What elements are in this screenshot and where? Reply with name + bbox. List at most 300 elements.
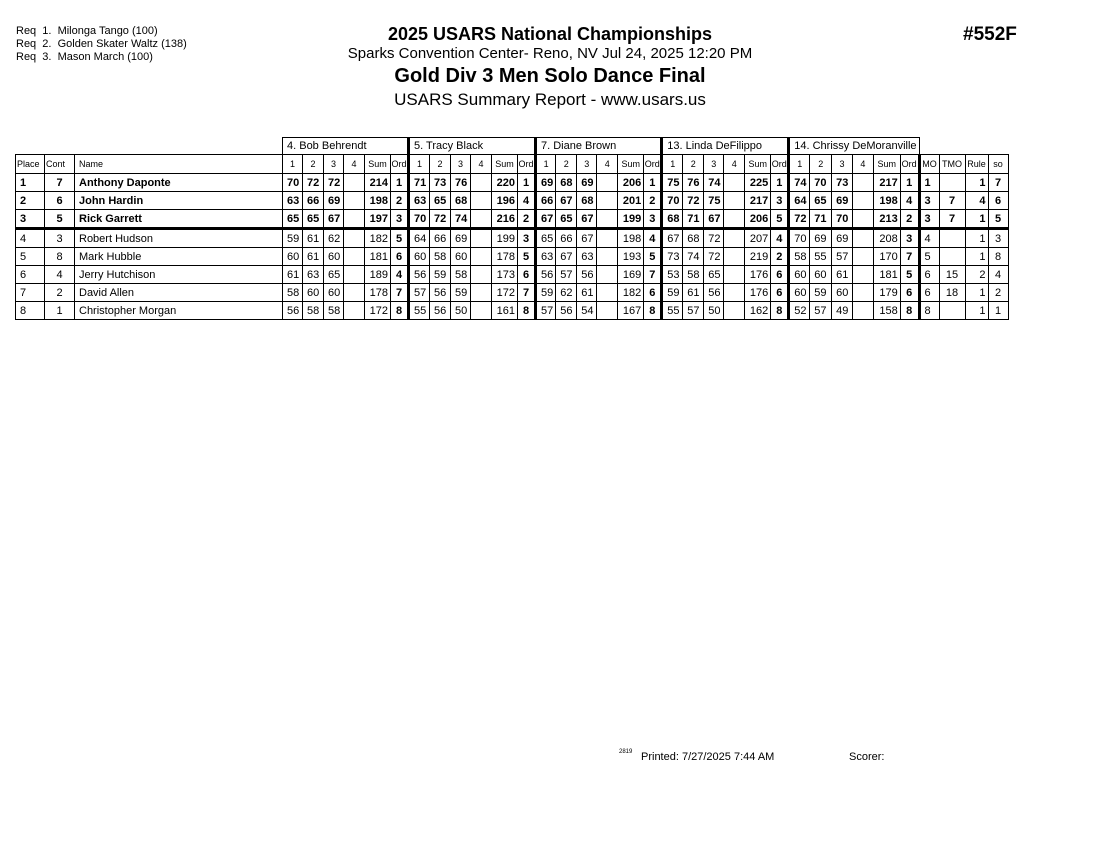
so-cell: 6 bbox=[988, 192, 1008, 210]
sum-cell: 197 bbox=[365, 210, 391, 229]
score-cell: 60 bbox=[789, 266, 810, 284]
score-cell: 65 bbox=[704, 266, 724, 284]
score-cell bbox=[471, 266, 492, 284]
score-cell: 71 bbox=[683, 210, 704, 229]
ordinal-cell: 2 bbox=[644, 192, 662, 210]
score-cell: 76 bbox=[683, 174, 704, 192]
sum-cell: 207 bbox=[745, 229, 771, 248]
sum-cell: 162 bbox=[745, 302, 771, 320]
so-cell: 2 bbox=[988, 284, 1008, 302]
ordinal-cell: 8 bbox=[391, 302, 409, 320]
score-cell: 62 bbox=[324, 229, 344, 248]
score-cell: 58 bbox=[451, 266, 471, 284]
sum-cell: 178 bbox=[365, 284, 391, 302]
col-judge-1: 1 bbox=[789, 155, 810, 174]
score-cell: 68 bbox=[577, 192, 597, 210]
score-cell: 75 bbox=[662, 174, 683, 192]
score-cell bbox=[597, 174, 618, 192]
score-cell: 57 bbox=[683, 302, 704, 320]
ordinal-cell: 6 bbox=[644, 284, 662, 302]
printed-timestamp: Printed: 7/27/2025 7:44 AM bbox=[641, 751, 775, 763]
score-cell: 61 bbox=[577, 284, 597, 302]
ordinal-cell: 2 bbox=[518, 210, 536, 229]
event-number: #552F bbox=[963, 24, 1017, 45]
score-cell: 64 bbox=[409, 229, 430, 248]
ordinal-cell: 1 bbox=[518, 174, 536, 192]
score-cell: 56 bbox=[536, 266, 556, 284]
score-cell: 58 bbox=[430, 248, 451, 266]
score-cell: 61 bbox=[283, 266, 303, 284]
score-cell bbox=[852, 210, 873, 229]
tmo-cell bbox=[939, 248, 965, 266]
score-cell: 70 bbox=[810, 174, 832, 192]
judge-name: 7. Diane Brown bbox=[536, 138, 662, 155]
score-cell bbox=[471, 248, 492, 266]
score-cell: 52 bbox=[789, 302, 810, 320]
requirement-2: Req 2. Golden Skater Waltz (138) bbox=[16, 38, 187, 50]
score-cell: 67 bbox=[536, 210, 556, 229]
score-cell: 67 bbox=[324, 210, 344, 229]
score-cell: 74 bbox=[704, 174, 724, 192]
summary-table bbox=[15, 137, 1009, 320]
score-cell bbox=[597, 192, 618, 210]
report-title: USARS Summary Report - www.usars.us bbox=[394, 90, 706, 109]
score-cell: 74 bbox=[683, 248, 704, 266]
score-cell bbox=[471, 210, 492, 229]
tmo-cell bbox=[939, 302, 965, 320]
score-cell: 59 bbox=[662, 284, 683, 302]
score-cell bbox=[344, 210, 365, 229]
ordinal-cell: 1 bbox=[771, 174, 789, 192]
sum-cell: 193 bbox=[618, 248, 644, 266]
score-cell: 66 bbox=[556, 229, 577, 248]
sum-cell: 199 bbox=[618, 210, 644, 229]
score-cell bbox=[471, 302, 492, 320]
col-rule: Rule bbox=[965, 155, 988, 174]
rule-cell: 1 bbox=[965, 229, 988, 248]
score-cell: 56 bbox=[409, 266, 430, 284]
ordinal-cell: 3 bbox=[518, 229, 536, 248]
score-cell: 60 bbox=[324, 284, 344, 302]
ordinal-cell: 6 bbox=[391, 248, 409, 266]
place-cell: 6 bbox=[16, 266, 45, 284]
score-cell: 58 bbox=[303, 302, 324, 320]
sum-cell: 173 bbox=[492, 266, 518, 284]
cont-cell: 6 bbox=[45, 192, 75, 210]
mo-cell: 3 bbox=[919, 210, 939, 229]
score-cell: 58 bbox=[324, 302, 344, 320]
sum-cell: 172 bbox=[365, 302, 391, 320]
score-cell: 69 bbox=[324, 192, 344, 210]
ordinal-cell: 6 bbox=[771, 266, 789, 284]
sum-cell: 201 bbox=[618, 192, 644, 210]
cont-cell: 7 bbox=[45, 174, 75, 192]
score-cell: 67 bbox=[662, 229, 683, 248]
so-cell: 7 bbox=[988, 174, 1008, 192]
ordinal-cell: 5 bbox=[391, 229, 409, 248]
ordinal-cell: 4 bbox=[518, 192, 536, 210]
so-cell: 1 bbox=[988, 302, 1008, 320]
score-cell: 72 bbox=[789, 210, 810, 229]
score-cell bbox=[597, 248, 618, 266]
score-cell: 59 bbox=[451, 284, 471, 302]
ordinal-cell: 8 bbox=[518, 302, 536, 320]
score-cell: 61 bbox=[683, 284, 704, 302]
score-cell bbox=[344, 284, 365, 302]
skater-name: Jerry Hutchison bbox=[75, 266, 283, 284]
judge-header-row bbox=[16, 138, 1009, 155]
score-cell: 72 bbox=[704, 229, 724, 248]
tmo-cell: 15 bbox=[939, 266, 965, 284]
score-cell bbox=[597, 229, 618, 248]
score-cell: 50 bbox=[451, 302, 471, 320]
sum-cell: 206 bbox=[745, 210, 771, 229]
score-cell bbox=[724, 210, 745, 229]
score-cell: 72 bbox=[704, 248, 724, 266]
blank-cell bbox=[16, 138, 283, 155]
so-cell: 3 bbox=[988, 229, 1008, 248]
score-cell: 73 bbox=[662, 248, 683, 266]
score-cell: 74 bbox=[789, 174, 810, 192]
score-cell: 68 bbox=[451, 192, 471, 210]
score-cell bbox=[724, 266, 745, 284]
score-cell: 69 bbox=[832, 229, 853, 248]
col-judge-4: 4 bbox=[597, 155, 618, 174]
score-cell: 58 bbox=[283, 284, 303, 302]
sum-cell: 176 bbox=[745, 284, 771, 302]
score-cell: 63 bbox=[577, 248, 597, 266]
score-cell: 56 bbox=[283, 302, 303, 320]
score-cell: 74 bbox=[451, 210, 471, 229]
score-cell: 56 bbox=[430, 302, 451, 320]
venue-date: Sparks Convention Center- Reno, NV Jul 24, 2025 12:20 PM bbox=[347, 45, 753, 62]
tmo-cell bbox=[939, 174, 965, 192]
rule-cell: 1 bbox=[965, 302, 988, 320]
sum-cell: 172 bbox=[492, 284, 518, 302]
sum-cell: 181 bbox=[873, 266, 900, 284]
place-cell: 5 bbox=[16, 248, 45, 266]
score-cell: 65 bbox=[303, 210, 324, 229]
score-cell bbox=[852, 248, 873, 266]
so-cell: 8 bbox=[988, 248, 1008, 266]
score-cell: 72 bbox=[430, 210, 451, 229]
ordinal-cell: 7 bbox=[900, 248, 919, 266]
ordinal-cell: 4 bbox=[771, 229, 789, 248]
score-cell: 72 bbox=[303, 174, 324, 192]
requirements-list bbox=[16, 25, 187, 64]
sum-cell: 199 bbox=[492, 229, 518, 248]
place-cell: 4 bbox=[16, 229, 45, 248]
place-cell: 3 bbox=[16, 210, 45, 229]
table-row bbox=[16, 266, 1009, 284]
ordinal-cell: 8 bbox=[644, 302, 662, 320]
ordinal-cell: 5 bbox=[900, 266, 919, 284]
skater-name: Anthony Daponte bbox=[75, 174, 283, 192]
ordinal-cell: 3 bbox=[900, 229, 919, 248]
score-cell: 59 bbox=[536, 284, 556, 302]
col-judge-1: 1 bbox=[536, 155, 556, 174]
sum-cell: 198 bbox=[618, 229, 644, 248]
col-judge-1: 1 bbox=[409, 155, 430, 174]
score-cell: 61 bbox=[303, 248, 324, 266]
sum-cell: 206 bbox=[618, 174, 644, 192]
score-cell: 60 bbox=[451, 248, 471, 266]
rule-cell: 1 bbox=[965, 248, 988, 266]
sum-cell: 167 bbox=[618, 302, 644, 320]
score-cell bbox=[724, 248, 745, 266]
col-judge-ord: Ord bbox=[644, 155, 662, 174]
ordinal-cell: 4 bbox=[391, 266, 409, 284]
ordinal-cell: 7 bbox=[644, 266, 662, 284]
sum-cell: 214 bbox=[365, 174, 391, 192]
judge-name: 13. Linda DeFilippo bbox=[662, 138, 789, 155]
skater-name: John Hardin bbox=[75, 192, 283, 210]
rule-cell: 4 bbox=[965, 192, 988, 210]
score-cell: 60 bbox=[832, 284, 853, 302]
judge-name: 4. Bob Behrendt bbox=[283, 138, 409, 155]
col-judge-sum: Sum bbox=[365, 155, 391, 174]
score-cell: 70 bbox=[662, 192, 683, 210]
ordinal-cell: 1 bbox=[900, 174, 919, 192]
score-cell: 53 bbox=[662, 266, 683, 284]
col-place: Place bbox=[16, 155, 45, 174]
score-cell: 60 bbox=[409, 248, 430, 266]
score-cell bbox=[597, 302, 618, 320]
tmo-cell: 18 bbox=[939, 284, 965, 302]
score-cell: 56 bbox=[430, 284, 451, 302]
score-cell: 60 bbox=[810, 266, 832, 284]
ordinal-cell: 4 bbox=[900, 192, 919, 210]
col-judge-4: 4 bbox=[852, 155, 873, 174]
ordinal-cell: 4 bbox=[644, 229, 662, 248]
rule-cell: 1 bbox=[965, 210, 988, 229]
mo-cell: 6 bbox=[919, 266, 939, 284]
score-cell bbox=[724, 284, 745, 302]
score-cell: 65 bbox=[810, 192, 832, 210]
col-judge-2: 2 bbox=[683, 155, 704, 174]
sum-cell: 189 bbox=[365, 266, 391, 284]
score-cell: 68 bbox=[683, 229, 704, 248]
col-judge-sum: Sum bbox=[492, 155, 518, 174]
skater-name: Robert Hudson bbox=[75, 229, 283, 248]
score-cell: 67 bbox=[577, 229, 597, 248]
table-row bbox=[16, 248, 1009, 266]
sum-cell: 220 bbox=[492, 174, 518, 192]
sum-cell: 178 bbox=[492, 248, 518, 266]
col-tmo: TMO bbox=[939, 155, 965, 174]
score-cell: 61 bbox=[303, 229, 324, 248]
score-cell bbox=[852, 284, 873, 302]
score-cell: 60 bbox=[789, 284, 810, 302]
place-cell: 1 bbox=[16, 174, 45, 192]
rule-cell: 1 bbox=[965, 174, 988, 192]
ordinal-cell: 7 bbox=[391, 284, 409, 302]
score-cell bbox=[852, 302, 873, 320]
score-cell: 65 bbox=[324, 266, 344, 284]
competition-title: 2025 USARS National Championships bbox=[387, 24, 713, 44]
mo-cell: 8 bbox=[919, 302, 939, 320]
score-cell: 57 bbox=[556, 266, 577, 284]
ordinal-cell: 5 bbox=[518, 248, 536, 266]
score-cell bbox=[344, 248, 365, 266]
ordinal-cell: 2 bbox=[771, 248, 789, 266]
sum-cell: 176 bbox=[745, 266, 771, 284]
col-judge-2: 2 bbox=[556, 155, 577, 174]
score-cell: 49 bbox=[832, 302, 853, 320]
score-cell: 63 bbox=[303, 266, 324, 284]
sum-cell: 217 bbox=[873, 174, 900, 192]
score-cell: 69 bbox=[577, 174, 597, 192]
sum-cell: 217 bbox=[745, 192, 771, 210]
score-cell: 72 bbox=[683, 192, 704, 210]
ordinal-cell: 6 bbox=[900, 284, 919, 302]
ordinal-cell: 1 bbox=[644, 174, 662, 192]
score-cell: 50 bbox=[704, 302, 724, 320]
place-cell: 7 bbox=[16, 284, 45, 302]
ordinal-cell: 3 bbox=[771, 192, 789, 210]
score-cell: 69 bbox=[451, 229, 471, 248]
col-judge-ord: Ord bbox=[518, 155, 536, 174]
cont-cell: 2 bbox=[45, 284, 75, 302]
ordinal-cell: 8 bbox=[771, 302, 789, 320]
score-cell: 72 bbox=[324, 174, 344, 192]
cont-cell: 3 bbox=[45, 229, 75, 248]
judge-name: 14. Chrissy DeMoranville bbox=[789, 138, 919, 155]
table-row bbox=[16, 192, 1009, 210]
score-cell: 70 bbox=[832, 210, 853, 229]
sum-cell: 182 bbox=[365, 229, 391, 248]
col-judge-ord: Ord bbox=[900, 155, 919, 174]
sum-cell: 158 bbox=[873, 302, 900, 320]
score-cell bbox=[344, 174, 365, 192]
requirement-1: Req 1. Milonga Tango (100) bbox=[16, 25, 158, 37]
col-judge-2: 2 bbox=[430, 155, 451, 174]
score-cell: 56 bbox=[704, 284, 724, 302]
score-cell: 67 bbox=[556, 248, 577, 266]
skater-name: Mark Hubble bbox=[75, 248, 283, 266]
skater-name: Christopher Morgan bbox=[75, 302, 283, 320]
score-cell bbox=[724, 174, 745, 192]
tmo-cell: 7 bbox=[939, 192, 965, 210]
ordinal-cell: 6 bbox=[518, 266, 536, 284]
place-cell: 8 bbox=[16, 302, 45, 320]
score-cell: 65 bbox=[536, 229, 556, 248]
sum-cell: 198 bbox=[873, 192, 900, 210]
score-cell: 67 bbox=[704, 210, 724, 229]
score-cell: 69 bbox=[832, 192, 853, 210]
report-code: 2819 bbox=[619, 749, 633, 755]
skater-name: Rick Garrett bbox=[75, 210, 283, 229]
score-cell bbox=[471, 229, 492, 248]
ordinal-cell: 3 bbox=[644, 210, 662, 229]
score-cell: 63 bbox=[283, 192, 303, 210]
col-judge-sum: Sum bbox=[745, 155, 771, 174]
col-judge-3: 3 bbox=[324, 155, 344, 174]
mo-cell: 5 bbox=[919, 248, 939, 266]
score-cell: 62 bbox=[556, 284, 577, 302]
sum-cell: 182 bbox=[618, 284, 644, 302]
col-judge-sum: Sum bbox=[618, 155, 644, 174]
score-cell: 71 bbox=[810, 210, 832, 229]
score-cell: 68 bbox=[556, 174, 577, 192]
score-cell: 69 bbox=[810, 229, 832, 248]
col-judge-4: 4 bbox=[344, 155, 365, 174]
sum-cell: 181 bbox=[365, 248, 391, 266]
mo-cell: 3 bbox=[919, 192, 939, 210]
score-cell: 58 bbox=[789, 248, 810, 266]
tmo-cell: 7 bbox=[939, 210, 965, 229]
rule-cell: 1 bbox=[965, 284, 988, 302]
sum-cell: 225 bbox=[745, 174, 771, 192]
cont-cell: 8 bbox=[45, 248, 75, 266]
sum-cell: 179 bbox=[873, 284, 900, 302]
column-header-row bbox=[16, 155, 1009, 174]
scorer-label: Scorer: bbox=[849, 751, 885, 763]
sum-cell: 213 bbox=[873, 210, 900, 229]
ordinal-cell: 2 bbox=[900, 210, 919, 229]
score-cell: 59 bbox=[810, 284, 832, 302]
col-judge-4: 4 bbox=[471, 155, 492, 174]
col-judge-3: 3 bbox=[577, 155, 597, 174]
sum-cell: 208 bbox=[873, 229, 900, 248]
table-row bbox=[16, 284, 1009, 302]
skater-name: David Allen bbox=[75, 284, 283, 302]
score-cell: 70 bbox=[409, 210, 430, 229]
score-cell bbox=[597, 284, 618, 302]
score-cell bbox=[344, 302, 365, 320]
score-cell: 55 bbox=[810, 248, 832, 266]
col-judge-ord: Ord bbox=[771, 155, 789, 174]
col-name: Name bbox=[75, 155, 283, 174]
score-cell: 69 bbox=[536, 174, 556, 192]
col-judge-2: 2 bbox=[810, 155, 832, 174]
col-judge-1: 1 bbox=[662, 155, 683, 174]
requirement-3: Req 3. Mason March (100) bbox=[16, 51, 153, 63]
table-row bbox=[16, 174, 1009, 192]
score-cell: 71 bbox=[409, 174, 430, 192]
event-title: Gold Div 3 Men Solo Dance Final bbox=[394, 65, 706, 87]
mo-cell: 6 bbox=[919, 284, 939, 302]
score-cell bbox=[344, 192, 365, 210]
score-cell bbox=[344, 229, 365, 248]
score-cell: 57 bbox=[810, 302, 832, 320]
col-judge-ord: Ord bbox=[391, 155, 409, 174]
table-row bbox=[16, 210, 1009, 229]
so-cell: 4 bbox=[988, 266, 1008, 284]
score-cell bbox=[724, 302, 745, 320]
table-row bbox=[16, 302, 1009, 320]
col-so: so bbox=[988, 155, 1008, 174]
cont-cell: 5 bbox=[45, 210, 75, 229]
sum-cell: 169 bbox=[618, 266, 644, 284]
score-cell bbox=[597, 266, 618, 284]
score-cell: 57 bbox=[832, 248, 853, 266]
score-cell: 59 bbox=[430, 266, 451, 284]
ordinal-cell: 5 bbox=[771, 210, 789, 229]
col-cont: Cont bbox=[45, 155, 75, 174]
score-cell: 58 bbox=[683, 266, 704, 284]
col-judge-3: 3 bbox=[832, 155, 853, 174]
score-cell: 73 bbox=[430, 174, 451, 192]
score-cell: 65 bbox=[430, 192, 451, 210]
ordinal-cell: 7 bbox=[518, 284, 536, 302]
score-cell: 70 bbox=[789, 229, 810, 248]
score-cell bbox=[344, 266, 365, 284]
score-cell: 68 bbox=[662, 210, 683, 229]
score-cell: 61 bbox=[832, 266, 853, 284]
score-cell: 55 bbox=[662, 302, 683, 320]
mo-cell: 1 bbox=[919, 174, 939, 192]
